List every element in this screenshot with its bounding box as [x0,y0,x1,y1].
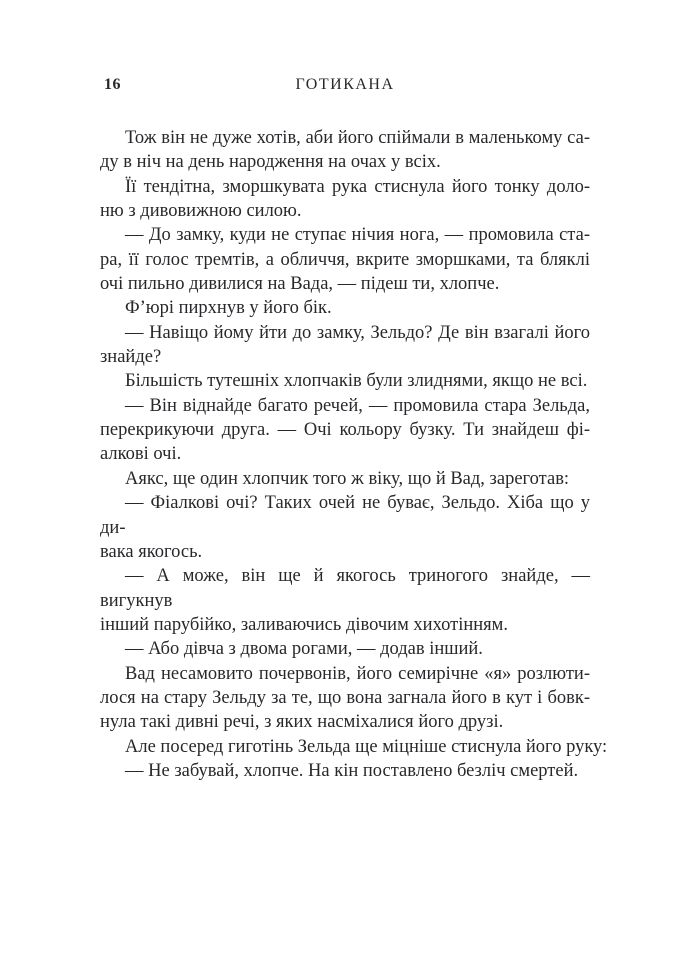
text-line: Більшість тутешніх хлопчаків були злиднями, якщо не всі. [125,371,588,392]
text-line: ню з дивовижною силою. [100,201,302,222]
text-line: знайде? [100,347,162,368]
paragraph [100,467,590,491]
text-line: — Навіщо йому йти до замку, Зельдо? Де він взагалі його [125,322,590,343]
text-line: — Фіалкові очі? Таких очей не буває, Зельдо. Хіба що у ди- [100,493,590,538]
paragraph [100,759,590,783]
text-line: — А може, він ще й якогось триногого знайде, — вигукнув [100,566,590,611]
text-line: — Не забувай, хлопче. На кін поставлено безліч смертей. [125,760,579,781]
text-line: нула такі дивні речі, з яких насміхалися його друзі. [100,712,504,733]
text-line: ду в ніч на день народження на очах у всіх. [100,152,441,173]
text-line: Ф’юрі пирхнув у його бік. [125,298,332,319]
text-line: очі пильно дивилися на Вада, — підеш ти, хлопче. [100,274,500,295]
text-line: Її тендітна, зморшкувата рука стиснула його тонку доло- [125,176,590,197]
paragraph [100,637,590,661]
paragraph [100,321,590,370]
paragraph [100,223,590,296]
text-line: Вад несамовито почервонів, його семирічне «я» розлюти- [125,663,590,684]
text-line: алкові очі. [100,444,182,465]
text-line: ра, її голос тремтів, а обличчя, вкрите зморшками, та бляклі [100,249,590,270]
text-line: перекрикуючи друга. — Очі кольору бузку. Ти знайдеш фі- [100,420,590,441]
text-line: — До замку, куди не ступає нічия нога, — промовила ста- [125,225,590,246]
paragraph [100,175,590,224]
text-line: інший парубійко, заливаючись дівочим хихотінням. [100,614,508,635]
paragraph [100,296,590,320]
running-title: ГОТИКАНА [295,76,395,93]
text-line: лося на стару Зельду за те, що вона загнала його в кут і бовк- [100,687,590,708]
text-line: — Він віднайде багато речей, — промовила стара Зельда, [125,395,590,416]
text-line: Аякс, ще один хлопчик того ж віку, що й Вад, зареготав: [125,468,570,489]
paragraph [100,369,590,393]
paragraph [100,564,590,637]
paragraph [100,735,608,759]
text-line: Тож він не дуже хотів, аби його спіймали в маленькому са- [125,128,590,148]
page-header [100,74,590,96]
text-line: — Або дівча з двома рогами, — додав інший. [125,639,483,660]
text-line: Але посеред гиготінь Зельда ще міцніше стиснула його руку: [125,736,608,757]
page-text [100,126,608,783]
text-line: вака якогось. [100,541,203,562]
paragraph [100,662,590,735]
paragraph [100,491,590,564]
page-number: 16 [104,76,121,93]
paragraph [100,394,590,467]
paragraph [100,126,590,175]
